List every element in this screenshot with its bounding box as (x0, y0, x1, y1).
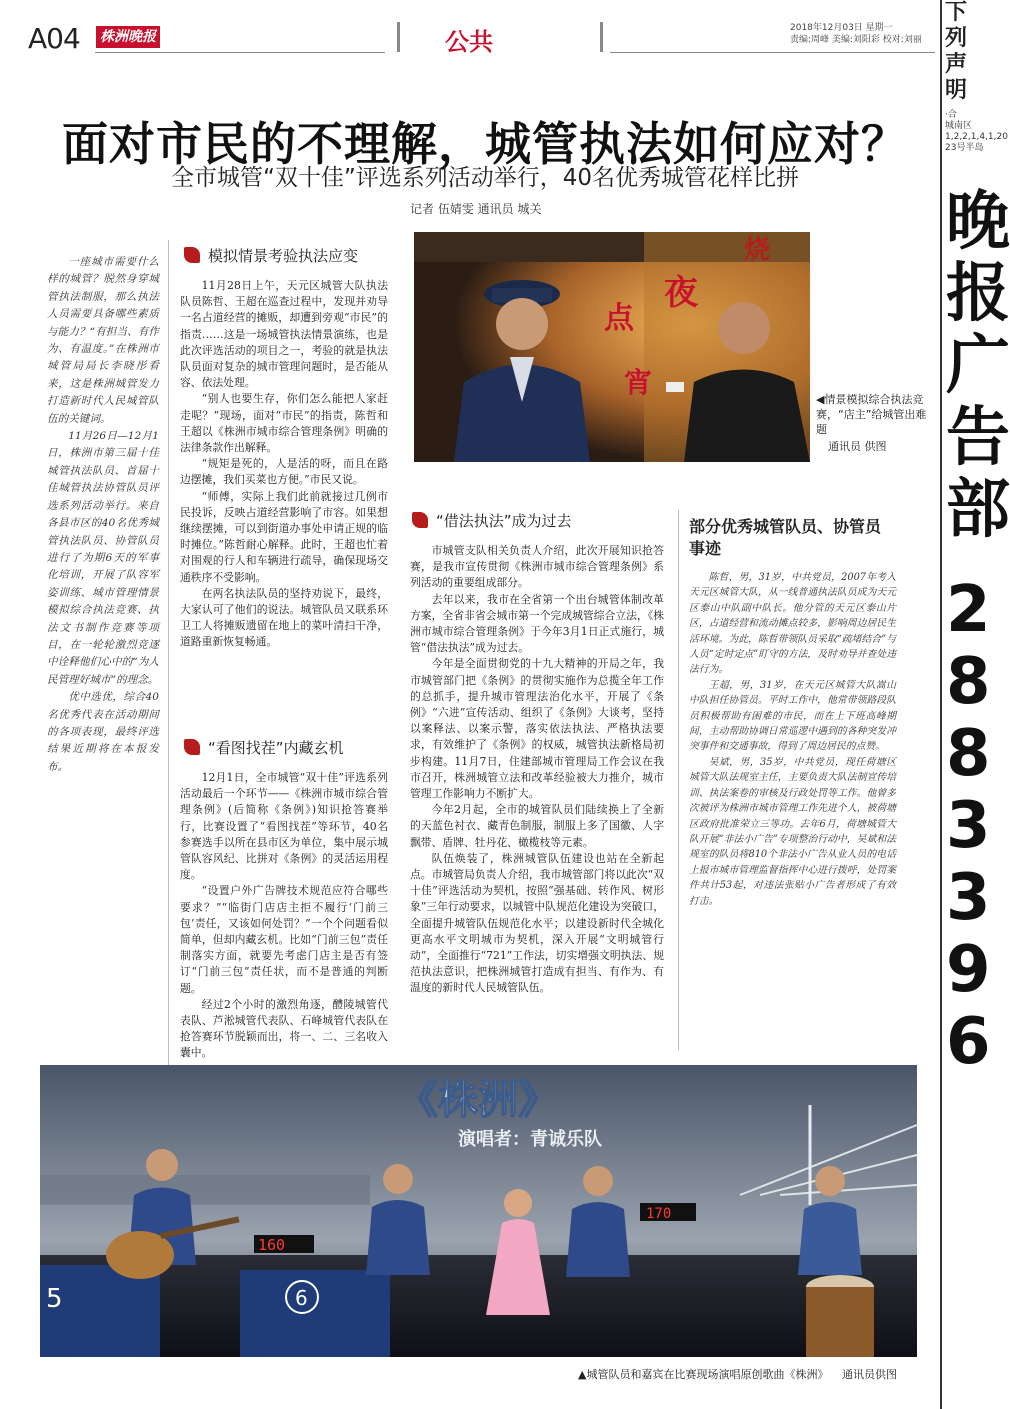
podium-number: 6 (295, 1286, 308, 1310)
section-marker-icon (184, 739, 200, 755)
intro-column (47, 254, 159, 776)
strip-small-line: ·合 (945, 110, 957, 120)
body-paragraph: 队伍焕装了，株洲城管队伍建设也站在全新起点。市城管局负责人介绍，我市城管部门将以此次“双十佳”评选活动为契机，按照“强基础、转作风、树形象”三年行动要求，以城管中队规范化建设为突破口，全面提升城管队伍规范化水平；以建设新时代全城化更高水平文明城市为契机，深入开展“文明城管行动”，全面推行“721”工作法，切实增强文明执法、规范执法意识，把株洲城管打造成有担当、有作为、有温度的新时代人民城管队伍。 (410, 851, 664, 995)
strip-small-line: 城南区 (945, 121, 973, 131)
section-heading-text: “借法执法”成为过去 (436, 512, 572, 530)
body-paragraph: “别人也要生存，你们怎么能把人家赶走呢？”现场，面对“市民”的指责，陈哲和王超以《株洲市城市综合管理条例》明确的法律条款作出解释。 (180, 392, 388, 455)
stage-illustration (40, 1065, 917, 1357)
sidebar-body (689, 570, 896, 909)
date-line (790, 22, 940, 46)
sidebar-paragraph: 陈哲，男，31岁，中共党员，2007年考入天元区城管大队，从一线普通执法队员成为天元区泰山中队副中队长。他分管的天元区泰山片区，占道经营和流动摊点较多，影响周边居民生活环境。为此，陈哲带领队员采取“疏堵结合”与人员“定时定点”盯守的方法，及时劝导并查处违法行为。 (689, 572, 896, 676)
strip-big-char: 3 (946, 861, 991, 935)
strip-big-char: 8 (946, 717, 991, 791)
body-paragraph: 今年是全面贯彻党的十九大精神的开局之年，我市城管部门把《条例》的贯彻实施作为总揽全年工作的总抓手，提升城市管理法治化水平，开展了《条例》“六进”宣传活动、组织了《条例》大谈考，坚持以案释法、以案示警，落实依法执法、严格执法要求，有效维护了《条例》的权威，城管执法新格局初步构建。11月7日，住建部城市管理局工作会议在我市召开，株洲城管立法和改革经验被大力推介，城市管理工作影响力不断扩大。 (410, 657, 664, 801)
strip-big-char: 报 (946, 257, 1010, 331)
caption-text: ◀情景模拟综合执法竞赛，“店主”给城管出难题 (816, 393, 927, 436)
body-paragraph: “规矩是死的，人是活的呀，而且在路边摆摊，我们买菜也方便。”市民又说。 (180, 457, 388, 487)
header-rule-left (95, 52, 385, 53)
photo-credit: 通讯员 供图 (828, 440, 887, 453)
intro-paragraph: 11月26日—12月1日，株洲市第三届十佳城管执法队员、首届十佳城管执法协管队员评选系列活动举行。来自各县市区的40名优秀城管执法队员、协管队员进行了为期6天的军事化培训，开展了队容军姿训练、城市管理情景模拟综合执法竞赛、执法文书制作竞赛等项目，在一轮轮激烈竞逐中诠释他们心中的“为人民管理好城市”的理念。 (47, 430, 159, 686)
section-body-1 (180, 278, 388, 651)
screen-title: 《株洲》 (398, 1077, 558, 1123)
section-label: 公共 (445, 28, 493, 56)
strip-small-line: 23号半岛 (945, 143, 984, 153)
podium-number: 5 (46, 1284, 63, 1314)
body-paragraph: 去年以来，我市在全省第一个出台城管体制改革方案，全省非省会城市第一个完成城管综合立法，《株洲市城市综合管理条例》于今年3月1日正式施行，城管“借法执法”成为过去。 (410, 592, 664, 655)
section-marker-icon (412, 512, 428, 528)
header-divider-left (397, 22, 400, 52)
shop-sign-char: 宵 (624, 366, 653, 399)
score-display-a: 160 (258, 1236, 286, 1254)
issue-date: 2018年12月03日 星期一 (790, 23, 893, 33)
editors-credit: 责编:周峰 美编:刘阳彩 校对:刘丽 (790, 35, 922, 45)
intro-paragraph: 优中选优，综合40名优秀代表在活动期间的各项表现，最终评选结果近期将在本报发布。 (47, 691, 159, 773)
strip-big-char: 部 (946, 473, 1010, 547)
section-body-3 (410, 543, 664, 997)
strip-big-text (942, 185, 1010, 1079)
shop-sign-char: 烧 (744, 235, 771, 265)
section-marker-icon (184, 247, 200, 263)
strip-big-char: 告 (946, 401, 1010, 475)
header-divider-right (600, 22, 603, 52)
body-paragraph: 今年2月起，全市的城管队员们陆续换上了全新的天蓝色衬衣、藏青色制服，制服上多了国徽、人字飘带、盾牌、牡丹花、橄榄枝等元素。 (410, 803, 664, 849)
article-byline: 记者 伍婧雯 通讯员 城关 (410, 202, 542, 216)
photo-enforcement-scenario (414, 232, 810, 462)
body-paragraph: 市城管支队相关负责人介绍，此次开展知识抢答赛，是我市宣传贯彻《株洲市城市综合管理条例》系列活动的重要组成部分。 (410, 544, 664, 590)
photo-caption-1 (816, 392, 934, 454)
strip-big-char: 3 (946, 789, 991, 863)
strip-top-line: 声明 (945, 52, 968, 103)
photo-stage-performance (40, 1065, 917, 1357)
caption-text: ▲城管队员和嘉宾在比赛现场演唱原创歌曲《株洲》 (578, 1368, 829, 1381)
shop-sign-char: 点 (604, 301, 634, 336)
strip-big-char: 6 (946, 1005, 991, 1079)
sidebar-paragraph: 王超，男，31岁，在天元区城管大队嵩山中队担任协管员。平时工作中，他常带领路段队员积极帮助有困难的市民，而在上下班高峰期间，主动帮助协调日常巡逻中遇到的各种突发冲突事件和交通事故，得到了周边居民的点赞。 (689, 679, 896, 753)
section-heading-3 (412, 510, 572, 531)
body-paragraph: 经过2个小时的激烈角逐，醴陵城管代表队、芦淞城管代表队、石峰城管代表队在抢答赛环节脱颖而出，将一、二、三名收入囊中。 (180, 997, 388, 1060)
header-rule-right (610, 52, 935, 53)
score-display-b: 170 (646, 1206, 672, 1222)
sidebar-paragraph: 吴斌，男，35岁，中共党员，现任荷塘区城管大队法规室主任，主要负责大队法制宣传培训、执法案卷的审核及行政处罚等工作。他曾多次被评为株洲市城市管理工作先进个人，被荷塘区政府批准荣立三等功。去年6月，荷塘城管大队开展“非法小广告”专项整治行动中，吴斌和法规室的队员将810个非法小广告从业人员的电话上报市城市管理监督指挥中心进行拨呼，处罚案件共计53起，对违法张贴小广告者形成了有效打击。 (689, 756, 896, 907)
photo-illustration (414, 232, 810, 462)
body-paragraph: “师傅，实际上我们此前就接过几例市民投诉，反映占道经营影响了市容。如果想继续摆摊，可以到街道办事处申请正规的临时摊位。”陈哲耐心解释。此时，王超也忙着对围观的行人和车辆进行疏导，确保现场交通秩序不受影响。 (180, 489, 388, 584)
strip-big-char: 9 (946, 933, 991, 1007)
section-heading-1 (184, 245, 358, 266)
strip-big-char: 广 (946, 329, 1010, 403)
article-subheadline: 全市城管“双十佳”评选系列活动举行，40名优秀城管花样比拼 (170, 165, 800, 191)
strip-big-char: 2 (946, 573, 991, 647)
article-headline: 面对市民的不理解，城管执法如何应对？ (62, 117, 908, 171)
screen-subtitle: 演唱者：青诚乐队 (458, 1129, 602, 1150)
sidebar-profiles (678, 510, 896, 1050)
section-body-2 (180, 770, 388, 1062)
column-rule (168, 240, 169, 1065)
photo-caption-2 (578, 1366, 918, 1382)
strip-big-char: 晚 (946, 185, 1010, 259)
body-paragraph: “设置户外广告牌技术规范应符合哪些要求？”“临街门店店主拒不履行‘门前三包’责任，又该如何处罚？”一个个问题看似简单，但却内藏玄机。比如“门前三包”责任制落实方面，就要先考虑门店主是否有签订“门前三包”责任状，而不是普通的判断题。 (180, 884, 388, 995)
body-paragraph: 在两名执法队员的坚持劝说下，最终，大家认可了他们的说法。城管队员又联系环卫工人将摊贩遗留在地上的菜叶清扫干净，道路重新恢复畅通。 (180, 586, 388, 649)
body-paragraph: 11月28日上午，天元区城管大队执法队员陈哲、王超在巡查过程中，发现并劝导一名占道经营的摊贩，却遭到旁观“市民”的指责……这是一场城管执法情景演练，也是此次评选活动的项目之一，考验的就是执法队员面对复杂的城市管理问题时，是否能从容、依法处理。 (180, 279, 388, 390)
adjacent-page-strip (940, 0, 1010, 1409)
page-number: A04 (28, 22, 80, 55)
section-heading-text: “看图找茬”内藏玄机 (208, 739, 344, 757)
photo-credit: 通讯员供图 (841, 1368, 897, 1381)
shop-sign-char: 夜 (664, 273, 698, 313)
section-heading-2 (184, 737, 344, 758)
strip-top-line: 下列 (945, 0, 968, 51)
section-heading-text: 模拟情景考验执法应变 (208, 247, 359, 265)
intro-paragraph: 一座城市需要什么样的城管？脱然身穿城管执法制服，那么执法人员需要具备哪些素质与能力？“有担当、有作为、有温度。”在株洲市城管局局长李晓彤看来，这是株洲城管发力打造新时代人民城管队伍的关键词。 (47, 256, 159, 425)
strip-small-line: 1,2,2,1,4,1,20 (945, 132, 1008, 142)
body-paragraph: 12月1日，全市城管“双十佳”评选系列活动最后一个环节——《株洲市城市综合管理条例》(后简称《条例》)知识抢答赛举行，比赛设置了“看图找茬”等环节，40名参赛选手以所在县市区为单位，集中展示城管队容风纪、比拼对《条例》的灵活运用程度。 (180, 771, 388, 882)
masthead-logo: 株洲晚报 (96, 26, 160, 48)
sidebar-title: 部分优秀城管队员、协管员事迹 (689, 517, 882, 558)
strip-big-char: 8 (946, 645, 991, 719)
